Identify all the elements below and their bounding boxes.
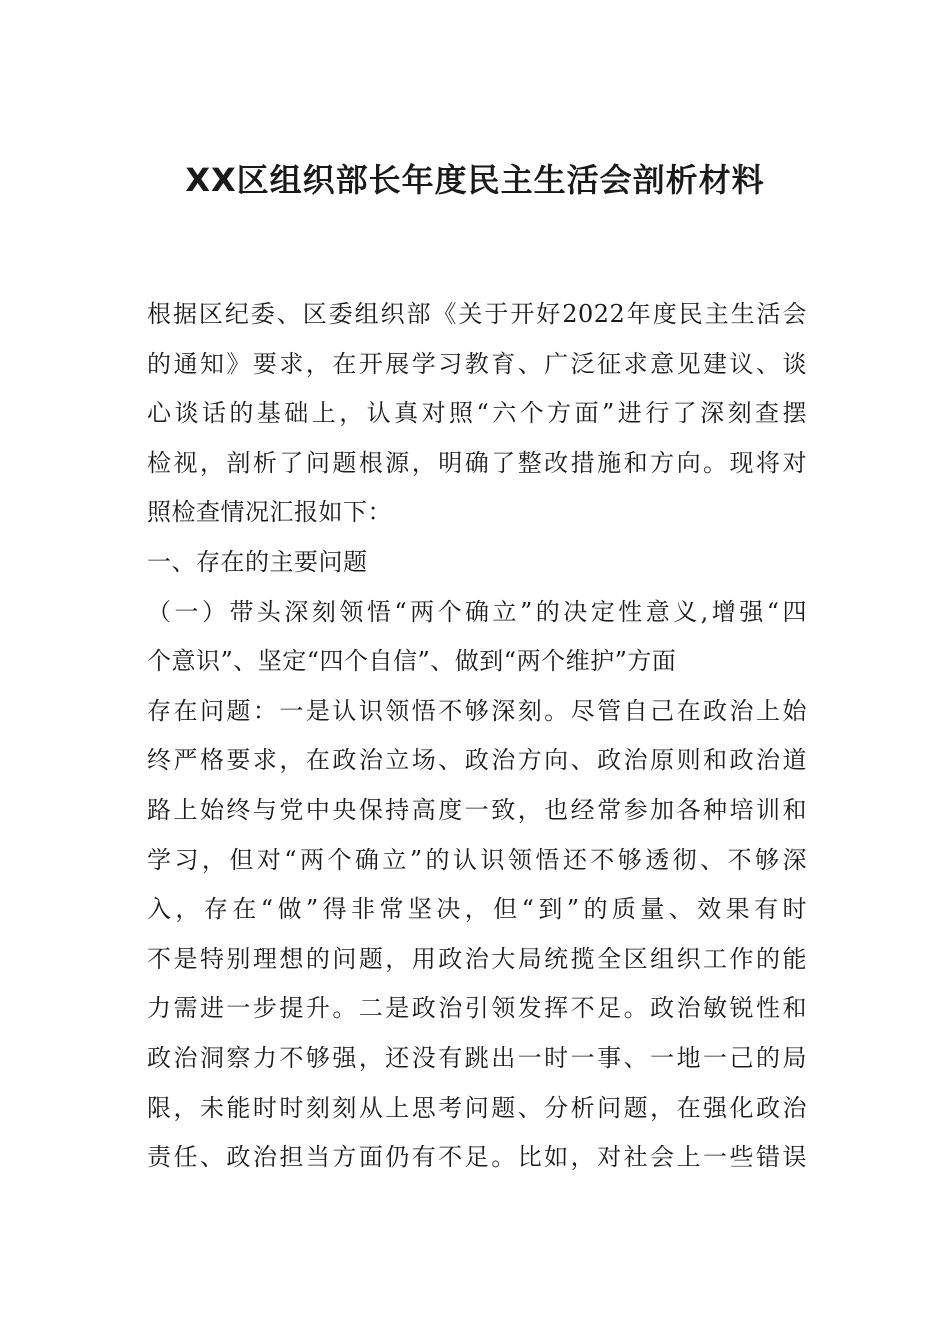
body-line: 限，未能时时刻刻从上思考问题、分析问题，在强化政治 [147,1093,807,1122]
section-heading: 一、存在的主要问题 [147,547,368,576]
subsection-heading: 个意识”、坚定“四个自信”、做到“两个维护”方面 [147,647,677,676]
body-line: 入，存在“做”得非常坚决，但“到”的质量、效果有时 [147,895,807,924]
document-title: XX区组织部长年度民主生活会剖析材料 [185,161,765,199]
body-line: 心谈话的基础上，认真对照“六个方面”进行了深刻查摆 [147,399,807,428]
body-line: 照检查情况汇报如下： [147,498,392,527]
body-line: 力需进一步提升。二是政治引领发挥不足。政治敏锐性和 [147,994,807,1023]
body-line: 学习，但对“两个确立”的认识领悟还不够透彻、不够深 [147,845,807,874]
subsection-heading: （一）带头深刻领悟“两个确立”的决定性意义,增强“四 [147,597,807,626]
body-line: 的通知》要求，在开展学习教育、广泛征求意见建议、谈 [147,349,807,378]
body-line: 存在问题：一是认识领悟不够深刻。尽管自己在政治上始 [147,696,807,725]
body-line: 根据区纪委、区委组织部《关于开好2022年度民主生活会 [147,300,807,328]
body-line: 路上始终与党中央保持高度一致，也经常参加各种培训和 [147,795,807,824]
body-line: 政治洞察力不够强，还没有跳出一时一事、一地一己的局 [147,1043,807,1072]
body-line: 终严格要求，在政治立场、政治方向、政治原则和政治道 [147,746,807,775]
body-line: 检视，剖析了问题根源，明确了整改措施和方向。现将对 [147,448,807,477]
document-body [147,290,807,1183]
body-line: 责任、政治担当方面仍有不足。比如，对社会上一些错误 [147,1143,807,1172]
body-line: 不是特别理想的问题，用政治大局统揽全区组织工作的能 [147,944,807,973]
